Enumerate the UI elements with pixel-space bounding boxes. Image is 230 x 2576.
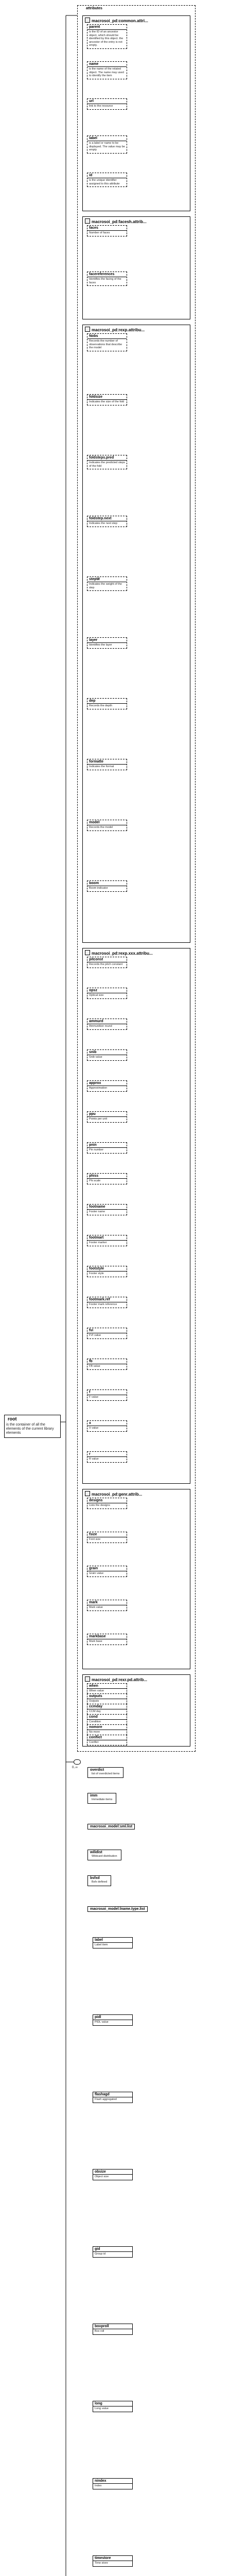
- group-icon: [85, 1676, 90, 1682]
- attribute-doc: is a label or name to be displayed. The value may be empty: [89, 142, 125, 151]
- attribute-name: id: [87, 173, 127, 178]
- attribute-group-title-text: macrosoi_pd:rexp.attribu...: [92, 328, 145, 332]
- element-name: boxproll: [93, 2324, 132, 2329]
- element-flashagd[interactable]: [93, 2092, 133, 2103]
- element-doc: Box roll: [95, 2330, 104, 2333]
- element-name: long: [93, 2401, 132, 2406]
- group-icon: [85, 218, 90, 224]
- sequence-ref[interactable]: [87, 1875, 111, 1886]
- element-name: obsize: [93, 2170, 132, 2175]
- attribute-doc: Indicates the weight of the step: [89, 583, 122, 589]
- attribute-name: grain: [87, 1566, 127, 1571]
- attribute-doc: Approximation: [89, 1087, 108, 1090]
- attribute-opsz[interactable]: [87, 988, 127, 999]
- attribute-name: markbase: [87, 1634, 127, 1639]
- attribute-group-title-text: macrosoi_pd:common.attri...: [92, 19, 148, 23]
- attribute-footmark-ref[interactable]: [87, 1297, 127, 1308]
- attribute-doc: CCM day: [89, 1710, 101, 1713]
- attribute-name: url: [87, 99, 127, 104]
- attribute-name: phiss: [87, 1174, 127, 1179]
- sequence-ref[interactable]: [87, 1906, 148, 1912]
- attribute-fb[interactable]: [87, 1359, 127, 1370]
- attribute-name[interactable]: [87, 61, 127, 79]
- element-pidl[interactable]: [93, 2014, 133, 2026]
- attribute-name: footstyle: [87, 1266, 127, 1272]
- attribute-name: dep: [87, 699, 127, 704]
- attribute-footmart[interactable]: [87, 1235, 127, 1246]
- attribute-group-title-text: macrosoi_pd:rexr.pd.attrib...: [92, 1677, 148, 1682]
- element-obsize[interactable]: [93, 2169, 133, 2180]
- attribute-mark[interactable]: [87, 1600, 127, 1611]
- attribute-doc: Font size: [89, 1538, 101, 1541]
- sequence-ref-name: imm: [90, 1794, 98, 1798]
- attribute-markbase[interactable]: [87, 1634, 127, 1645]
- attribute-doc: Footer mark reference: [89, 1303, 117, 1306]
- attribute-name: snib: [87, 1050, 127, 1055]
- attribute-doc: Grain value: [89, 1572, 104, 1575]
- attribute-name: stepW: [87, 577, 127, 582]
- attribute-doc: Indicates the predicted steps of the fold: [89, 461, 126, 468]
- attribute-footname[interactable]: [87, 1204, 127, 1215]
- attribute-group: [82, 948, 190, 1484]
- root-element-doc: is the container of all the elements of the current library elements: [6, 1423, 54, 1435]
- attribute-doc: Indicates the next step: [89, 522, 118, 525]
- attribute-name: foldsteps.pred: [87, 455, 127, 461]
- attribute-doc: Mark base: [89, 1640, 102, 1643]
- attribute-doc: Condition: [89, 1720, 101, 1723]
- attribute-name: footmark.ref: [87, 1297, 127, 1302]
- attribute-name: conflict: [87, 1735, 127, 1740]
- attribute-doc: FB value: [89, 1365, 100, 1368]
- element-doc: Object size: [95, 2175, 109, 2178]
- root-element[interactable]: [4, 1415, 61, 1438]
- attribute-facereferences[interactable]: [87, 272, 127, 286]
- group-icon: [85, 18, 90, 23]
- element-name: gid: [93, 2247, 132, 2252]
- attribute-name: faces: [87, 226, 127, 231]
- attribute-dep[interactable]: [87, 698, 127, 709]
- attribute-group: [82, 15, 190, 211]
- attribute-outputs[interactable]: [87, 1693, 127, 1704]
- attribute-name: ammurd: [87, 1019, 127, 1024]
- attribute-group: [82, 1674, 190, 1747]
- attribute-name: layer: [87, 638, 127, 643]
- attribute-doc: Records the pitch constant: [89, 963, 123, 966]
- attribute-group-title-text: macrosoi_pd:genr.attrib...: [92, 1492, 143, 1497]
- attribute-doc: Records the model: [89, 826, 113, 829]
- attribute-formatte[interactable]: [87, 759, 127, 770]
- attribute-fsize[interactable]: [87, 1532, 127, 1543]
- attribute-pnin[interactable]: [87, 1142, 127, 1154]
- attribute-group-title-text: macrosoi_pd:rexp.xxx.attribu...: [92, 951, 153, 956]
- element-boxproll[interactable]: [93, 2324, 133, 2335]
- sequence-ref-name: overdict: [90, 1768, 104, 1772]
- attribute-name: mark: [87, 1600, 127, 1605]
- attribute-name: when: [87, 1684, 127, 1689]
- element-doc: PIDL value: [95, 2021, 109, 2024]
- attribute-foldsteps-pred[interactable]: [87, 455, 127, 469]
- attribute-name: nomore: [87, 1725, 127, 1730]
- element-timestore[interactable]: [93, 2555, 133, 2567]
- element-name: label: [93, 1938, 132, 1943]
- attribute-name: fvi: [87, 1328, 127, 1333]
- attribute-group-title: [85, 327, 145, 332]
- attribute-doc: Footer style: [89, 1272, 104, 1275]
- attribute-doc: link to the resource: [89, 105, 113, 108]
- attribute-name: Nobs: [87, 334, 127, 339]
- attribute-stepw[interactable]: [87, 577, 127, 591]
- element-label[interactable]: [93, 1937, 133, 1948]
- attribute-footstyle[interactable]: [87, 1266, 127, 1277]
- attribute-name: pitconst: [87, 957, 127, 962]
- attribute-name: fb: [87, 1359, 127, 1364]
- attribute-name: label: [87, 136, 127, 141]
- attribute-name: formatte: [87, 759, 127, 765]
- attribute-name: foldstep.next: [87, 516, 127, 521]
- element-doc: Label item: [95, 1943, 108, 1946]
- element-doc: Time store: [95, 2562, 108, 2565]
- attribute-name: cond: [87, 1715, 127, 1720]
- element-long[interactable]: [93, 2401, 133, 2412]
- attribute-foldstep-next[interactable]: [87, 516, 127, 527]
- attribute-name: designs: [87, 1498, 127, 1503]
- attribute-foldsize[interactable]: [87, 394, 127, 405]
- attribute-layer[interactable]: [87, 637, 127, 649]
- attribute-name: ccmday: [87, 1704, 127, 1709]
- attribute-doc: Pin number: [89, 1148, 104, 1151]
- element-name: nindex: [93, 2479, 132, 2484]
- attribute-name: footmart: [87, 1235, 127, 1241]
- element-nindex[interactable]: [93, 2478, 133, 2489]
- attribute-doc: R value: [89, 1458, 99, 1461]
- sequence-ref-doc: Bsfx defined: [92, 1880, 108, 1884]
- attribute-doc: Lists the designs: [89, 1504, 110, 1507]
- sequence-ref-name: macrosoi_model:lname.type.list: [90, 1907, 145, 1911]
- sequence-ref-doc: list of overdicted items: [92, 1772, 120, 1775]
- sequence-ref[interactable]: [87, 1850, 121, 1860]
- sequence-ref-doc: Immediate items: [92, 1798, 113, 1801]
- attribute-phiss[interactable]: [87, 1173, 127, 1184]
- attribute-label[interactable]: [87, 135, 127, 154]
- attribute-name: f: [87, 1390, 127, 1395]
- attribute-name: outputs: [87, 1694, 127, 1699]
- attribute-cond[interactable]: [87, 1714, 127, 1725]
- attribute-name: pnin: [87, 1143, 127, 1148]
- attribute-group: [82, 1489, 190, 1669]
- group-icon: [85, 1491, 90, 1496]
- attribute-group-title: [85, 18, 148, 23]
- attribute-group: [82, 325, 190, 943]
- attribute-group-title: [85, 1491, 142, 1497]
- attribute-doc: Number of faces: [89, 231, 110, 234]
- attribute-doc: Optical size: [89, 994, 104, 997]
- attribute-f[interactable]: [87, 1389, 127, 1401]
- element-name: pidl: [93, 2015, 132, 2020]
- attribute-group-title: [85, 950, 153, 956]
- attribute-doc: Indicates the format: [89, 765, 114, 768]
- attribute-parent[interactable]: [87, 24, 127, 49]
- attribute-url[interactable]: [87, 98, 127, 110]
- attribute-name: approx: [87, 1081, 127, 1086]
- attribute-doc: Footer marker: [89, 1241, 107, 1244]
- attribute-group: [82, 216, 190, 319]
- attribute-name: foldsize: [87, 395, 127, 400]
- attribute-pitconst[interactable]: [87, 957, 127, 968]
- sequence-ref[interactable]: [87, 1824, 135, 1829]
- group-icon: [85, 327, 90, 332]
- element-doc: Group id: [95, 2252, 106, 2256]
- attribute-name: parent: [87, 25, 127, 30]
- attribute-doc: Footer name: [89, 1210, 105, 1213]
- attribute-doc: Points per unit: [89, 1117, 108, 1121]
- attribute-id[interactable]: [87, 173, 127, 187]
- attribute-ammurd[interactable]: [87, 1019, 127, 1030]
- attribute-doc: Identifies the facing of the faces: [89, 278, 121, 284]
- choice-compositor-icon: [74, 1759, 81, 1765]
- attribute-doc: is the ID of an ancestor object, which should be identified by this object. the ancestor of the entry is not empty.: [89, 30, 123, 47]
- attribute-nobs[interactable]: [87, 333, 127, 351]
- attribute-nomore[interactable]: [87, 1724, 127, 1735]
- attribute-doc: X value: [89, 1427, 99, 1430]
- attribute-doc: Conflict: [89, 1741, 99, 1744]
- attribute-doc: Ammunition round: [89, 1025, 112, 1028]
- attribute-model[interactable]: [87, 820, 127, 831]
- attribute-group-title-text: macrosoi_pd:facesh.attrib...: [92, 219, 147, 224]
- element-doc: Long value: [95, 2407, 109, 2410]
- attribute-doc: is the name of the related object. The name may used to identify the item: [89, 67, 124, 77]
- element-name: timestore: [93, 2556, 132, 2561]
- attribute-name: x: [87, 1421, 127, 1426]
- attribute-ccmday[interactable]: [87, 1704, 127, 1715]
- choice-multiplicity: 0..∞: [72, 1766, 78, 1769]
- sequence-ref-name: bsfxd: [90, 1876, 100, 1880]
- element-doc: Flash aggregated: [95, 2098, 117, 2101]
- attribute-doc: Phi scale: [89, 1179, 101, 1182]
- group-icon: [85, 950, 90, 955]
- root-element-name: root: [8, 1416, 17, 1421]
- attribute-doc: Indicates the size of the fold: [89, 400, 125, 403]
- sequence-ref[interactable]: [87, 1793, 116, 1804]
- element-doc: Index: [95, 2484, 102, 2487]
- attribute-snib[interactable]: [87, 1049, 127, 1061]
- attribute-doc: Outputs: [89, 1700, 99, 1703]
- attribute-group-title: [85, 1676, 147, 1682]
- attribute-doc: Records the number of observations that describe the model: [89, 340, 122, 349]
- attribute-fvi[interactable]: [87, 1328, 127, 1339]
- attribute-name: name: [87, 62, 127, 67]
- sequence-ref-doc: Wildcard distribution: [92, 1855, 117, 1858]
- attribute-x[interactable]: [87, 1420, 127, 1432]
- attribute-name: facereferences: [87, 272, 127, 277]
- attribute-doc: Identifies the layer: [89, 643, 112, 647]
- attribute-doc: Boom indicator: [89, 887, 108, 890]
- attribute-doc: F value: [89, 1396, 99, 1399]
- attribute-doc: No more: [89, 1731, 100, 1734]
- attribute-grain[interactable]: [87, 1566, 127, 1577]
- attribute-doc: FVI value: [89, 1334, 101, 1337]
- attribute-r[interactable]: [87, 1451, 127, 1463]
- attribute-conflict[interactable]: [87, 1735, 127, 1745]
- attributes-group-title: attributes: [86, 7, 102, 10]
- attribute-name: r: [87, 1452, 127, 1457]
- element-name: flashagd: [93, 2092, 132, 2097]
- element-gid[interactable]: [93, 2246, 133, 2258]
- attribute-name: boom: [87, 881, 127, 886]
- attribute-designs[interactable]: [87, 1498, 127, 1509]
- sequence-ref[interactable]: [87, 1767, 123, 1778]
- attribute-group-title: [85, 218, 147, 224]
- attribute-name: model: [87, 820, 127, 825]
- attribute-doc: is the unique identifier assigned to this attribute: [89, 179, 120, 185]
- attribute-name: footname: [87, 1205, 127, 1210]
- attribute-name: ppu: [87, 1112, 127, 1117]
- attribute-boom[interactable]: [87, 880, 127, 892]
- attribute-approx[interactable]: [87, 1080, 127, 1092]
- attribute-name: opsz: [87, 988, 127, 993]
- attribute-name: fsize: [87, 1532, 127, 1537]
- attribute-doc: Mark value: [89, 1606, 103, 1609]
- attribute-doc: Snib value: [89, 1056, 102, 1059]
- attribute-ppu[interactable]: [87, 1111, 127, 1123]
- attribute-doc: When value: [89, 1689, 104, 1692]
- sequence-ref-name: wilidist: [90, 1851, 102, 1854]
- attribute-faces[interactable]: [87, 225, 127, 236]
- attribute-doc: Records the depth: [89, 704, 112, 707]
- sequence-ref-name: macrosoi_model:sml.list: [90, 1825, 133, 1828]
- attribute-when[interactable]: [87, 1683, 127, 1694]
